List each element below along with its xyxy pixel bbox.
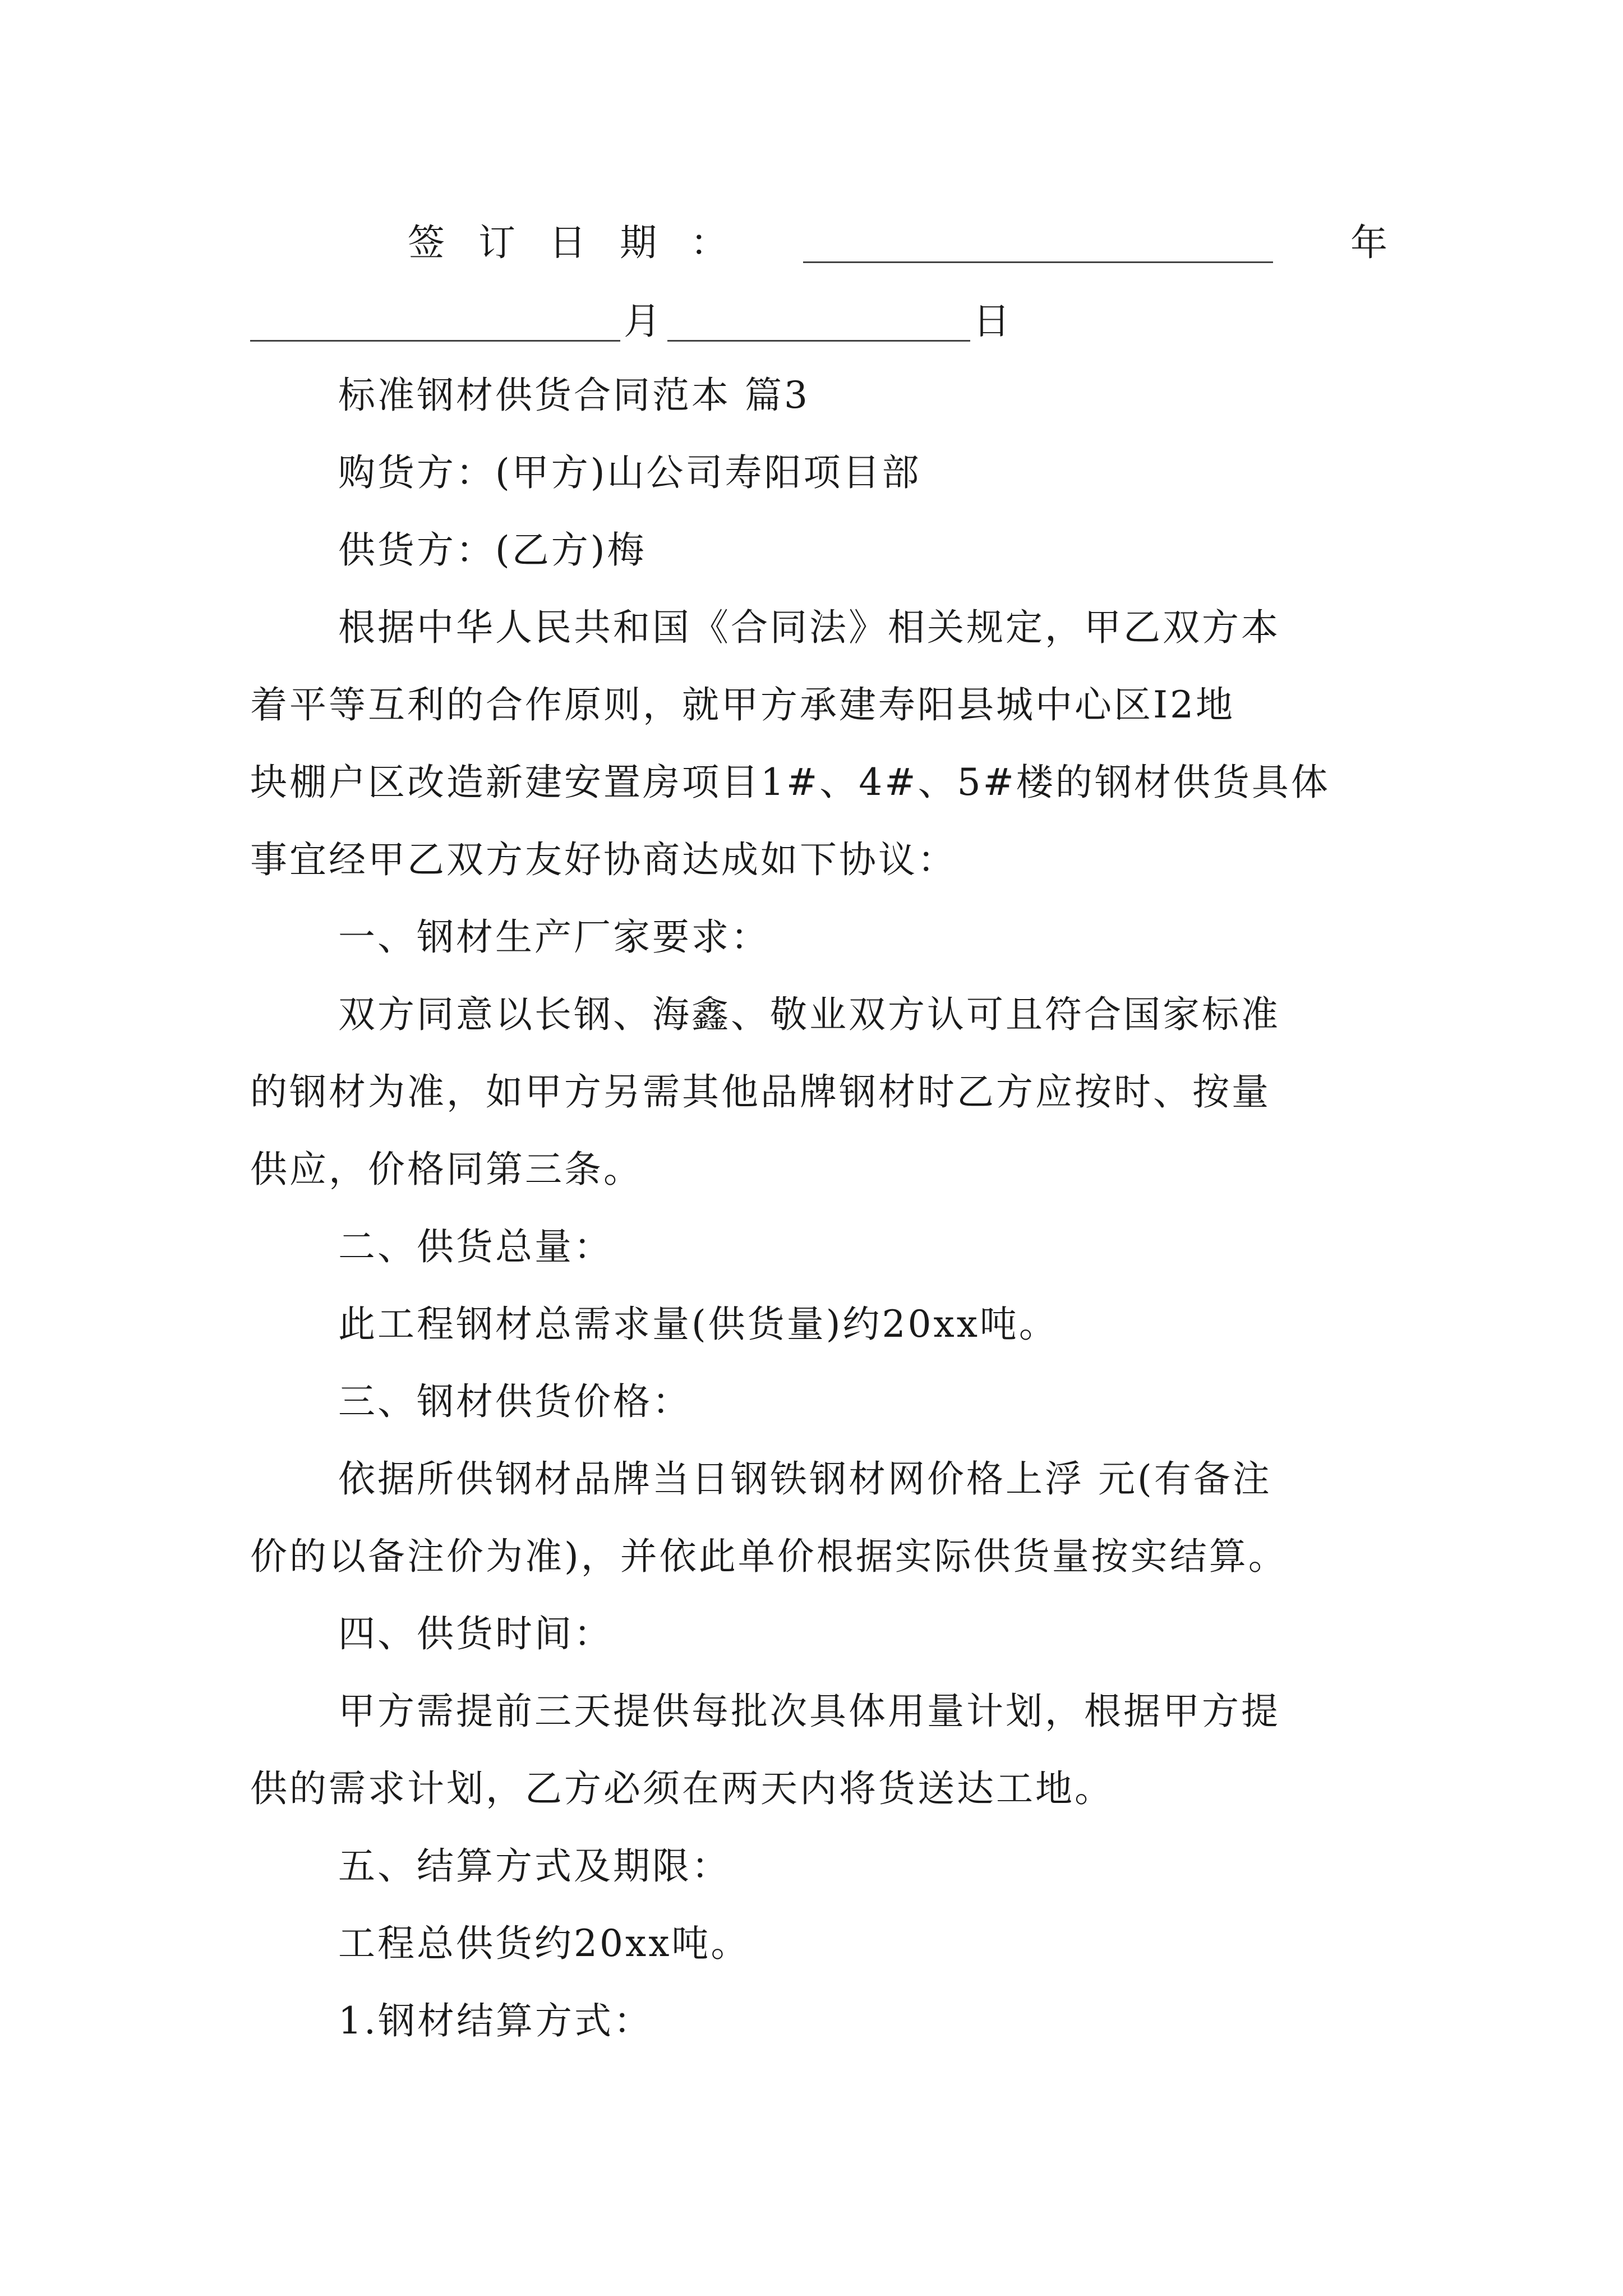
intro-line-3: 块棚户区改造新建安置房项目1#、4#、5#楼的钢材供货具体: [250, 761, 1330, 804]
section-4-title: 四、供货时间：: [338, 1612, 613, 1655]
section-5-line-2: 1.钢材结算方式：: [338, 1999, 653, 2042]
month-label: 月: [624, 300, 661, 343]
section-3-line-1: 依据所供钢材品牌当日钢铁钢材网价格上浮 元(有备注: [338, 1457, 1272, 1501]
section-1-line-2: 的钢材为准，如甲方另需其他品牌钢材时乙方应按时、按量: [250, 1070, 1271, 1114]
section-2-line-1: 此工程钢材总需求量(供货量)约20xx吨。: [338, 1303, 1058, 1346]
day-label: 日: [973, 300, 1010, 343]
year-label: 年: [1350, 221, 1387, 264]
section-1-title: 一、钢材生产厂家要求：: [338, 915, 770, 959]
section-3-title: 三、钢材供货价格：: [338, 1380, 691, 1423]
buyer-line: 购货方：(甲方)山公司寿阳项目部: [338, 451, 921, 494]
month-blank: [250, 340, 620, 342]
year-blank: [803, 261, 1273, 263]
section-1-line-1: 双方同意以长钢、海鑫、敬业双方认可且符合国家标准: [338, 993, 1280, 1036]
intro-line-1: 根据中华人民共和国《合同法》相关规定，甲乙双方本: [338, 606, 1280, 649]
section-5-title: 五、结算方式及期限：: [338, 1844, 731, 1888]
section-4-line-2: 供的需求计划，乙方必须在两天内将货送达工地。: [250, 1767, 1114, 1810]
contract-title: 标准钢材供货合同范本 篇3: [338, 374, 810, 417]
section-1-line-3: 供应，价格同第三条。: [250, 1148, 643, 1191]
section-4-line-1: 甲方需提前三天提供每批次具体用量计划，根据甲方提: [338, 1690, 1280, 1733]
section-3-line-2: 价的以备注价为准)，并依此单价根据实际供货量按实结算。: [250, 1535, 1288, 1578]
supplier-line: 供货方：(乙方)梅: [338, 528, 647, 572]
section-2-title: 二、供货总量：: [338, 1225, 613, 1268]
intro-line-4: 事宜经甲乙双方友好协商达成如下协议：: [250, 838, 957, 881]
intro-line-2: 着平等互利的合作原则，就甲方承建寿阳县城中心区I2地: [250, 683, 1235, 726]
day-blank: [667, 340, 970, 342]
sign-date-label: 签订日期：: [408, 221, 761, 264]
section-5-line-1: 工程总供货约20xx吨。: [338, 1922, 750, 1965]
